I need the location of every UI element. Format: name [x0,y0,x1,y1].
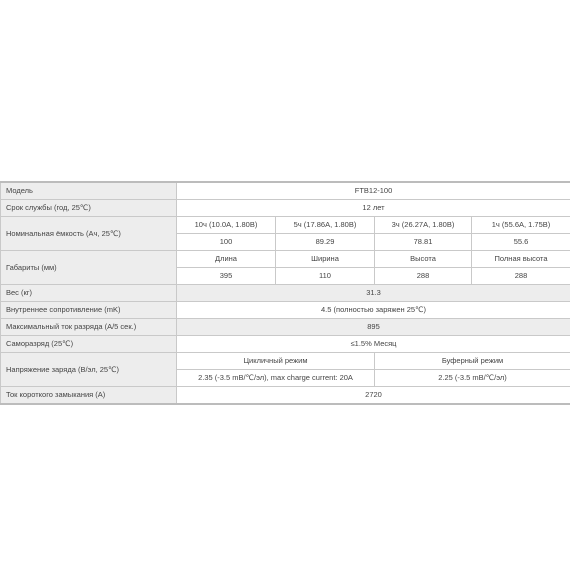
value-weight: 31.3 [177,285,570,302]
capacity-value-3h: 78.81 [375,234,472,251]
charge-header-cyclic: Цикличный режим [177,353,375,370]
charge-value-cyclic: 2.35 (-3.5 mB/℃/эл), max charge current: 20A [177,370,375,387]
capacity-value-5h: 89.29 [276,234,375,251]
label-resistance: Внутреннее сопротивление (mK) [1,302,177,319]
row-model [1,182,570,200]
dimension-header-width: Ширина [276,251,375,268]
capacity-header-1h: 1ч (55.6A, 1.75В) [472,217,570,234]
label-self-discharge: Саморазряд (25℃) [1,336,177,353]
row-service-life [1,200,570,217]
label-weight: Вес (кг) [1,285,177,302]
label-charge-voltage: Напряжение заряда (В/эл, 25℃) [1,353,177,387]
row-self-discharge [1,336,570,353]
row-short-circuit [1,387,570,405]
value-self-discharge: ≤1.5% Месяц [177,336,570,353]
label-dimensions: Габариты (мм) [1,251,177,285]
capacity-value-10h: 100 [177,234,276,251]
dimension-header-length: Длина [177,251,276,268]
row-charge-headers [1,353,570,370]
row-capacity-headers [1,217,570,234]
label-service-life: Срок службы (год, 25℃) [1,200,177,217]
label-max-current: Максимальный ток разряда (A/5 сек.) [1,319,177,336]
capacity-header-10h: 10ч (10.0A, 1.80В) [177,217,276,234]
charge-header-float: Буферный режим [375,353,570,370]
label-short-circuit: Ток короткого замыкания (A) [1,387,177,405]
row-dimension-headers [1,251,570,268]
value-service-life: 12 лет [177,200,570,217]
dimension-value-total-height: 288 [472,268,570,285]
row-resistance [1,302,570,319]
dimension-value-width: 110 [276,268,375,285]
dimension-header-height: Высота [375,251,472,268]
charge-value-float: 2.25 (-3.5 mB/℃/эл) [375,370,570,387]
row-max-current [1,319,570,336]
label-capacity: Номинальная ёмкость (Ач, 25℃) [1,217,177,251]
capacity-header-5h: 5ч (17.86A, 1.80В) [276,217,375,234]
capacity-header-3h: 3ч (26.27A, 1.80В) [375,217,472,234]
row-weight [1,285,570,302]
capacity-value-1h: 55.6 [472,234,570,251]
label-model: Модель [1,182,177,200]
value-model: FTB12-100 [177,182,570,200]
value-max-current: 895 [177,319,570,336]
dimension-header-total-height: Полная высота [472,251,570,268]
spec-table [0,181,570,405]
dimension-value-length: 395 [177,268,276,285]
value-resistance: 4.5 (полностью заряжен 25℃) [177,302,570,319]
value-short-circuit: 2720 [177,387,570,405]
dimension-value-height: 288 [375,268,472,285]
